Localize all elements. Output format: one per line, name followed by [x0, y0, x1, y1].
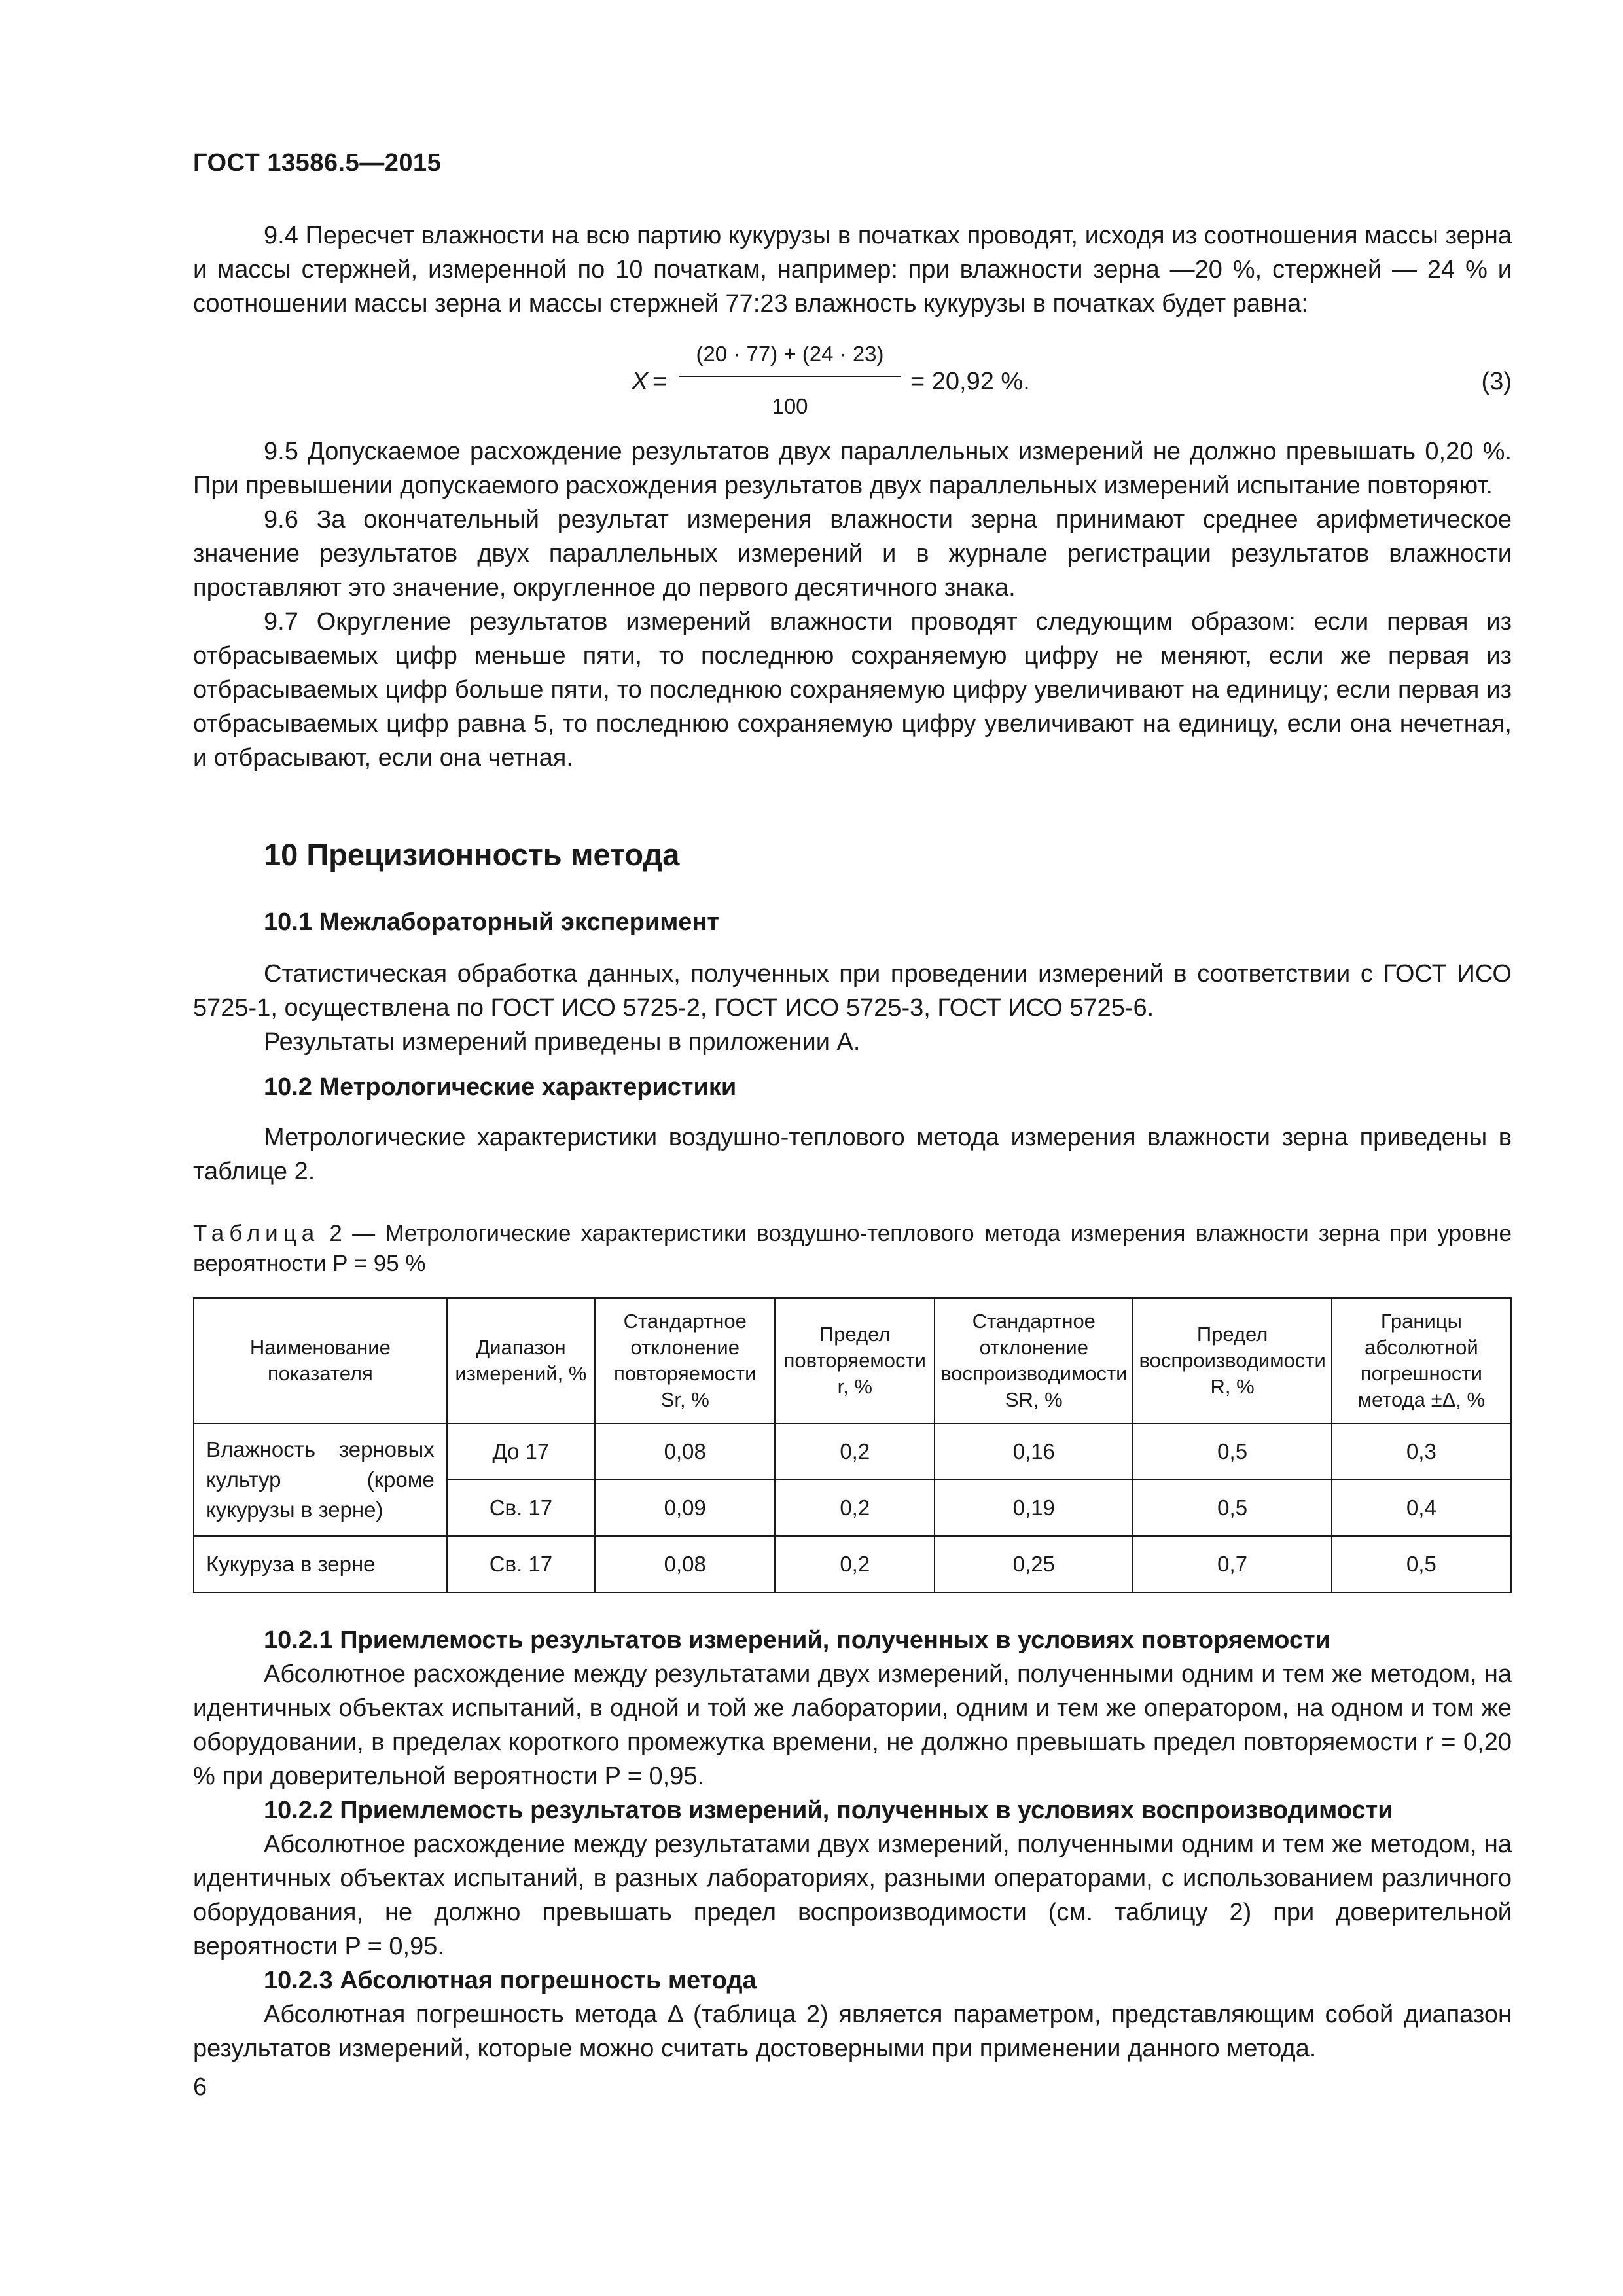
table-cell: 0,4: [1332, 1480, 1511, 1536]
page-number: 6: [193, 2073, 207, 2101]
header-cell: Стандартное отклонение повторяемости Sr, %: [595, 1298, 775, 1424]
paragraph-10-1-b: Результаты измерений приведены в приложении А.: [264, 1028, 861, 1056]
sections-10-2-x: [193, 1623, 1512, 2066]
table-header-row: [194, 1298, 1511, 1424]
section-10-heading: 10 Прецизионность метода: [264, 837, 680, 872]
table-caption: [193, 1219, 1512, 1279]
table-cell: 0,08: [595, 1424, 775, 1480]
table-cell: 0,7: [1133, 1536, 1331, 1592]
table-row: [194, 1536, 1511, 1592]
section-10-1-body: [193, 957, 1512, 1059]
section-10-2-body: [193, 1121, 1512, 1189]
section-10-2-heading: 10.2 Метрологические характеристики: [264, 1073, 737, 1101]
caption-label: Таблица: [193, 1221, 320, 1246]
paragraph-10-2-2: Абсолютное расхождение между результатами двух измерений, полученными одним и тем же методом, на идентичных объектах испытаний, в разных лабораториях, разными операторами, с использованием различного оборудования, не должно превышать предел воспроизводимости (см. таблицу 2) при доверительной вероятности P = 0,95.: [193, 1831, 1512, 1960]
header-cell: Границы абсолютной погрешности метода ±Δ, %: [1332, 1298, 1511, 1424]
paragraph-9-4: 9.4 Пересчет влажности на всю партию кукурузы в початках проводят, исходя из соотношения массы зерна и массы стержней, измеренной по 10 початкам, например: при влажности зерна —20 %, стержней — 24 % и соотношении массы зерна и массы стержней 77:23 влажность кукурузы в початках будет равна:: [193, 222, 1512, 317]
paragraph-10-1-a: Статистическая обработка данных, полученных при проведении измерений в соответствии с ГОСТ ИСО 5725-1, осуществлена по ГОСТ ИСО 5725-2, ГОСТ ИСО 5725-3, ГОСТ ИСО 5725-6.: [193, 960, 1512, 1022]
fraction-line: [679, 376, 901, 377]
table-cell: 0,5: [1133, 1424, 1331, 1480]
sections-9-5-to-9-7: [193, 435, 1512, 775]
paragraph-10-2-1: Абсолютное расхождение между результатами двух измерений, полученными одним и тем же методом, на идентичных объектах испытаний, в одной и той же лаборатории, одним и тем же оператором, на одном и том же оборудовании, в пределах короткого промежутка времени, не должно превышать предел повторяемости r = 0,20 % при доверительной вероятности P = 0,95.: [193, 1660, 1512, 1790]
formula-number: (3): [1481, 368, 1512, 395]
document-header: ГОСТ 13586.5—2015: [193, 149, 442, 177]
row-name-cell: Кукуруза в зерне: [194, 1536, 447, 1592]
document-page: [193, 0, 1512, 2296]
paragraph-9-6: 9.6 За окончательный результат измерения влажности зерна принимают среднее арифметическое значение результатов двух параллельных измерений и в журнале регистрации результатов влажности проставляют это значение, округленное до первого десятичного знака.: [193, 506, 1512, 601]
table-cell: 0,3: [1332, 1424, 1511, 1480]
table-cell: 0,2: [775, 1536, 935, 1592]
caption-text: 2 — Метрологические характеристики воздушно-теплового метода измерения влажности зерна при уровне вероятности P = 95 %: [193, 1221, 1512, 1276]
header-cell: Предел воспроизводимости R, %: [1133, 1298, 1331, 1424]
row-name-cell: Влажность зерновых культур (кроме кукурузы в зерне): [194, 1424, 447, 1536]
section-9-4: [193, 219, 1512, 321]
formula-numerator: (20 · 77) + (24 · 23): [696, 342, 884, 366]
formula-equals: =: [652, 368, 668, 395]
table-cell: 0,09: [595, 1480, 775, 1536]
table-cell: 0,5: [1133, 1480, 1331, 1536]
table-cell: 0,08: [595, 1536, 775, 1592]
paragraph-9-5: 9.5 Допускаемое расхождение результатов двух параллельных измерений не должно превышать 0,20 %. При превышении допускаемого расхождения результатов двух параллельных измерений испытание повторяют.: [193, 438, 1512, 499]
header-cell: Диапазон измерений, %: [447, 1298, 595, 1424]
header-cell: Наименование показателя: [194, 1298, 447, 1424]
table-cell: Св. 17: [447, 1536, 595, 1592]
table-cell: 0,2: [775, 1480, 935, 1536]
table-cell: 0,2: [775, 1424, 935, 1480]
formula-variable: X: [632, 368, 649, 395]
table-row: [194, 1424, 1511, 1480]
header-cell: Предел повторяемости r, %: [775, 1298, 935, 1424]
formula-result: = 20,92 %.: [910, 368, 1030, 395]
header-cell: Стандартное отклонение воспроизводимости SR, %: [935, 1298, 1133, 1424]
formula-denominator: 100: [772, 394, 808, 418]
table-cell: 0,16: [935, 1424, 1133, 1480]
formula-3: [193, 342, 1512, 432]
table-cell: До 17: [447, 1424, 595, 1480]
paragraph-10-2-3: Абсолютная погрешность метода Δ (таблица 2) является параметром, представляющим собой диапазон результатов измерений, которые можно считать достоверными при применении данного метода.: [193, 2001, 1512, 2062]
metrology-table: [193, 1297, 1512, 1593]
table-cell: 0,19: [935, 1480, 1133, 1536]
paragraph-10-2: Метрологические характеристики воздушно-теплового метода измерения влажности зерна приведены в таблице 2.: [193, 1124, 1512, 1185]
heading-10-2-1: 10.2.1 Приемлемость результатов измерений, полученных в условиях повторяемости: [264, 1626, 1331, 1654]
heading-10-2-3: 10.2.3 Абсолютная погрешность метода: [264, 1967, 757, 1994]
paragraph-9-7: 9.7 Округление результатов измерений влажности проводят следующим образом: если первая из отбрасываемых цифр меньше пяти, то последнюю сохраняемую цифру не меняют, если же первая из отбрасываемых цифр больше пяти, то последнюю сохраняемую цифру увеличивают на единицу; если первая из отбрасываемых цифр равна 5, то последнюю сохраняемую цифру увеличивают на единицу, если она нечетная, и отбрасывают, если она четная.: [193, 608, 1512, 772]
section-10-1-heading: 10.1 Межлабораторный эксперимент: [264, 908, 720, 936]
table-cell: 0,25: [935, 1536, 1133, 1592]
heading-10-2-2: 10.2.2 Приемлемость результатов измерений, полученных в условиях воспроизводимости: [264, 1797, 1393, 1824]
table-cell: 0,5: [1332, 1536, 1511, 1592]
table-cell: Св. 17: [447, 1480, 595, 1536]
